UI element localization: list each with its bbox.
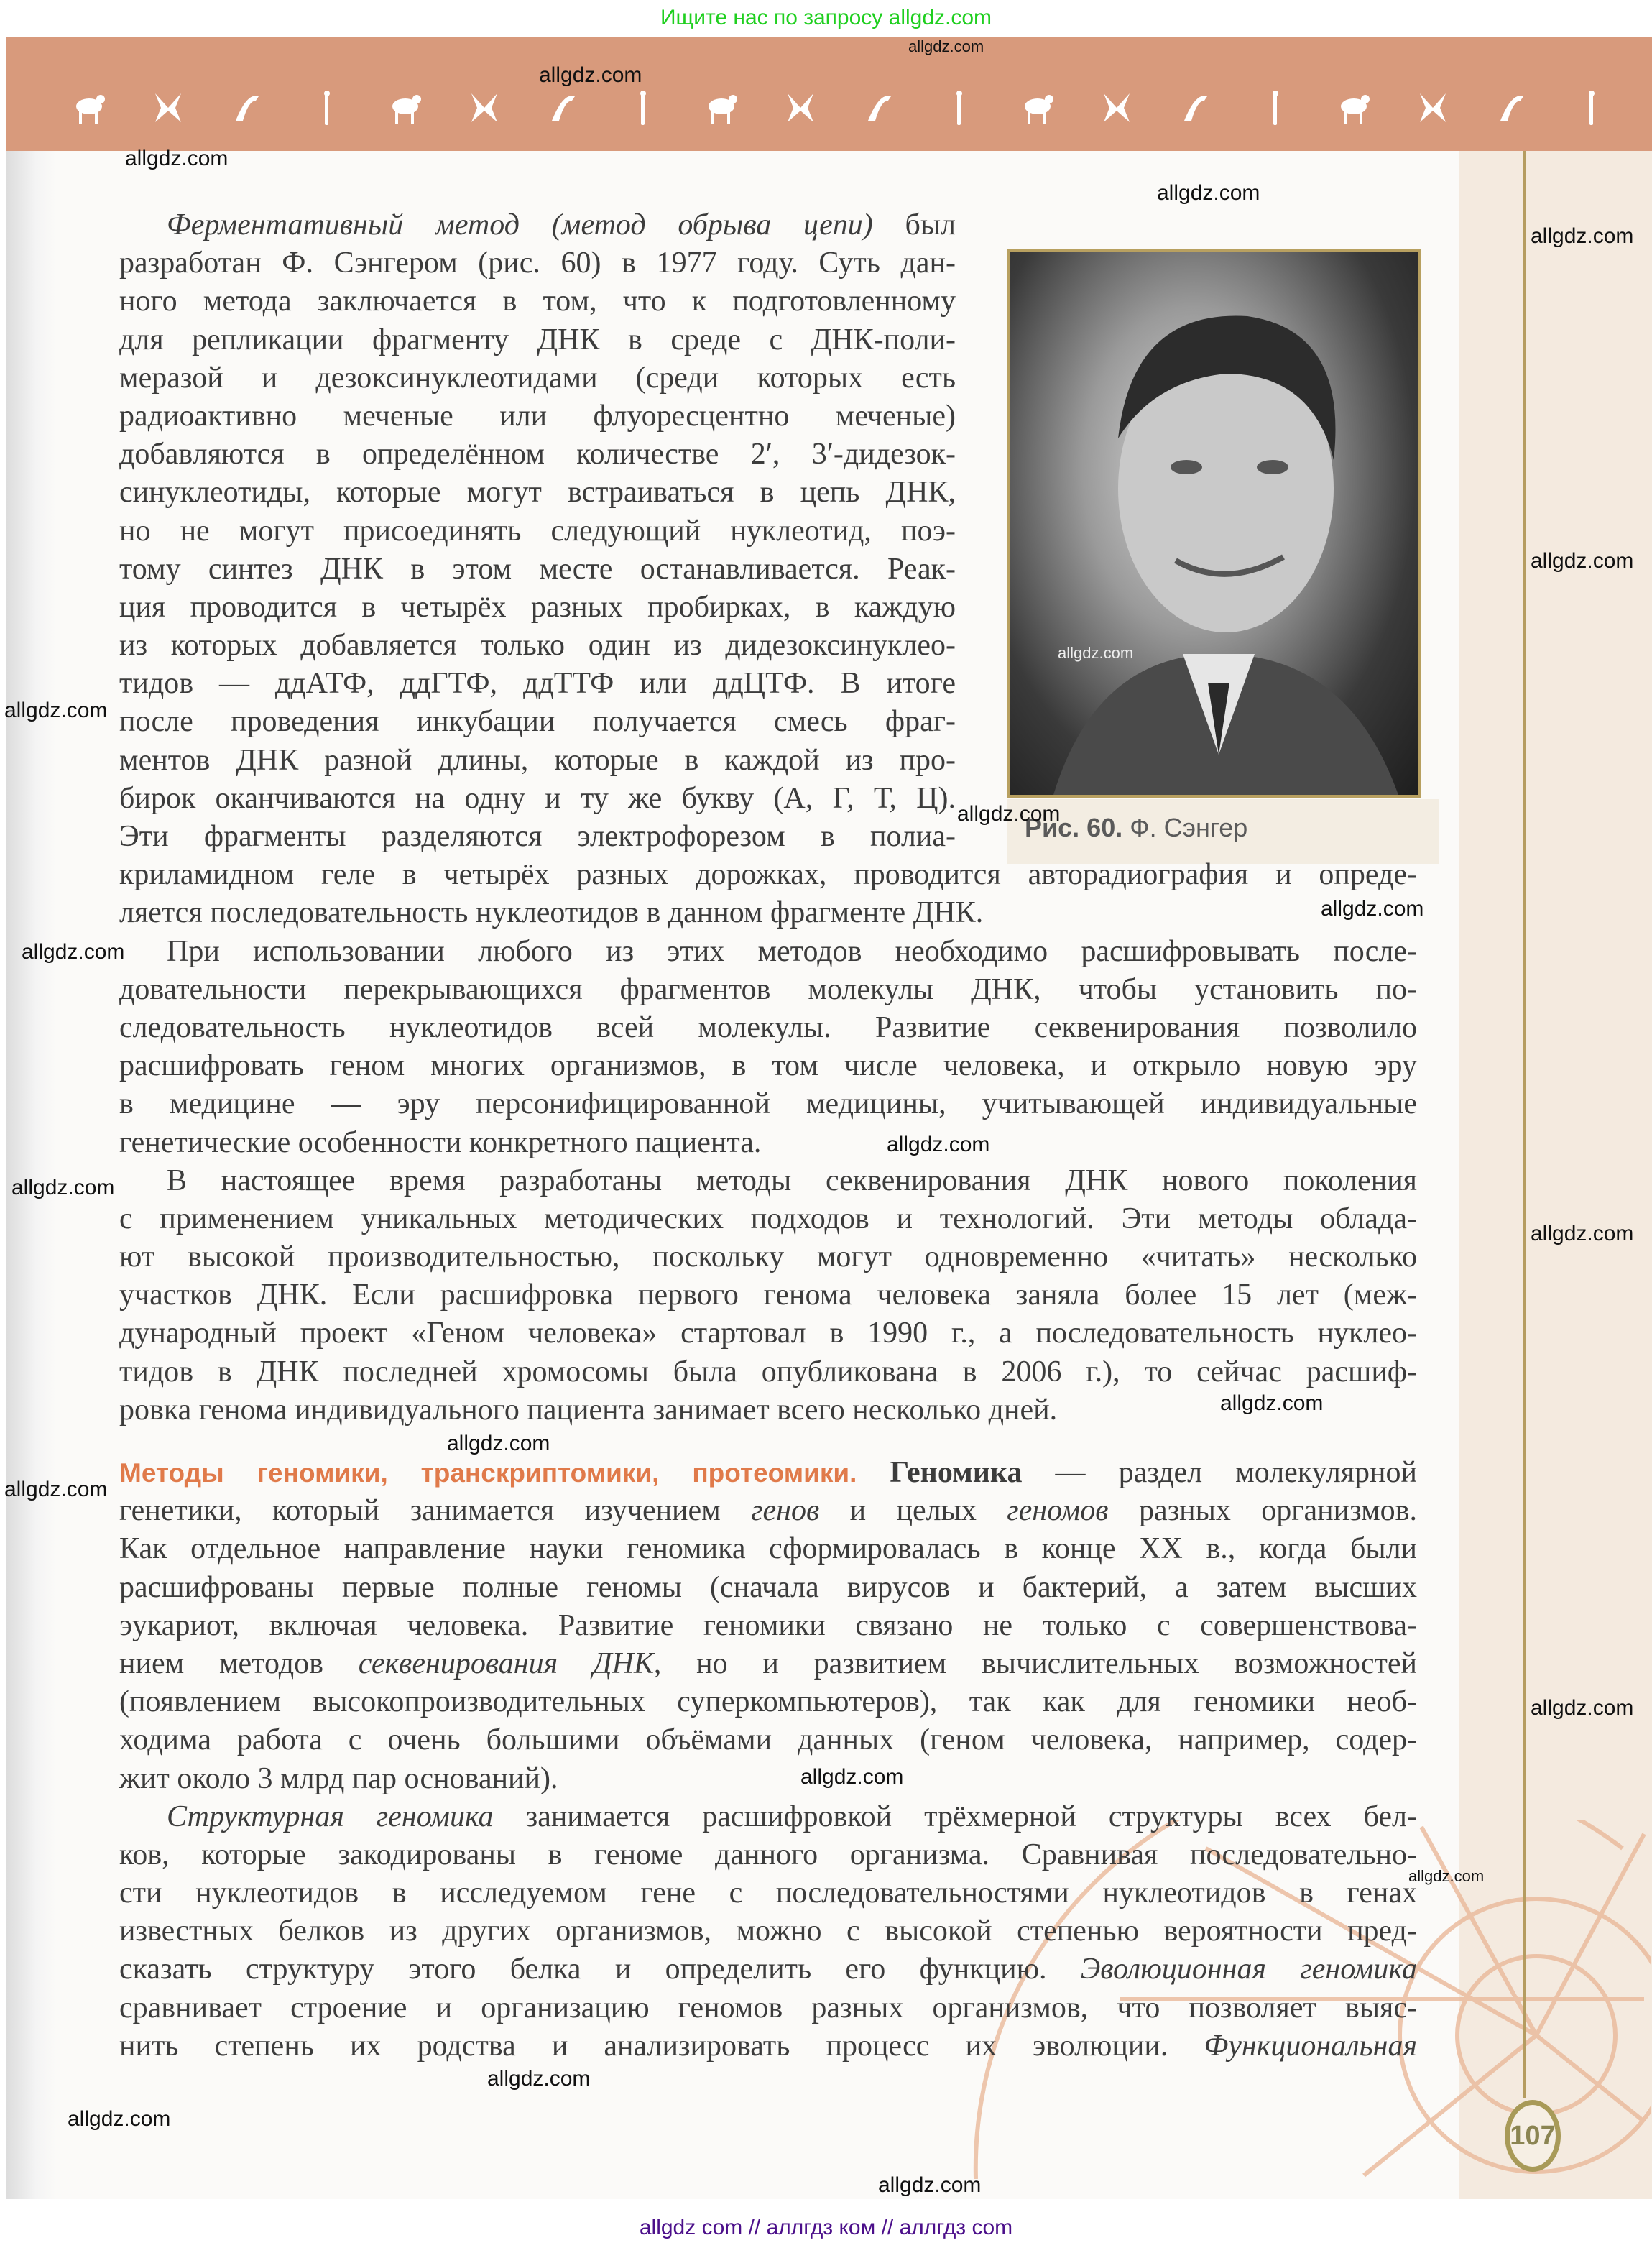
italic-term: Структурная геномика (167, 1800, 494, 1833)
text-line (119, 780, 956, 818)
animal-silhouette-icon (466, 89, 503, 126)
text-span: расшифрованы первые полные геномы (сначала вирусов и бактерий, а затем высших (119, 1570, 1417, 1604)
animal-silhouette-icon (1256, 89, 1293, 126)
text-line (119, 1124, 1417, 1162)
text-span: тидов — ддАТФ, ддГТФ, ддТТФ или ддЦТФ. В итоге (119, 667, 956, 701)
text-line (119, 1009, 1417, 1047)
text-line (119, 1085, 1417, 1123)
text-span: ция проводится в четырёх разных пробирках, в каждую (119, 590, 956, 624)
text-line (119, 1200, 1417, 1238)
text-span: занимается расшифровкой трёхмерной структуры всех бел- (493, 1800, 1417, 1833)
text-span: участков ДНК. Если расшифровка первого генома человека заняла более 15 лет (меж- (119, 1278, 1417, 1312)
text-line (119, 971, 1417, 1009)
watermark: allgdz.com (1531, 1696, 1634, 1720)
watermark: allgdz.com (1058, 644, 1134, 662)
italic-term: Ферментативный метод (метод обрыва цепи) (167, 208, 873, 241)
text-line (119, 282, 956, 321)
text-span: эукариот, включая человека. Развитие геномики связано не только с совершенствова- (119, 1608, 1417, 1642)
text-line (119, 1798, 1417, 1836)
text-span: меразой и дезоксинуклеотидами (среди которых есть (119, 361, 956, 395)
watermark: allgdz.com (1220, 1391, 1324, 1415)
text-line (119, 1569, 1417, 1607)
text-line (119, 1530, 1417, 1568)
text-span: нием методов (119, 1646, 359, 1680)
text-span: тидов в ДНК последней хромосомы была опубликована в 2006 г.), то сейчас расшиф- (119, 1355, 1417, 1388)
animal-silhouettes-row (70, 89, 1610, 126)
text-span: разработан Ф. Сэнгером (рис. 60) в 1977 году. Суть дан- (119, 247, 956, 280)
text-line (119, 627, 956, 665)
animal-silhouette-icon (308, 89, 345, 126)
italic-term: генов (751, 1494, 820, 1528)
watermark: allgdz.com (1531, 224, 1634, 248)
text-span (857, 1456, 890, 1489)
text-line (119, 1162, 1417, 1200)
watermark: allgdz.com (908, 37, 984, 55)
italic-term: Функциональная (1204, 2029, 1417, 2063)
text-line (119, 436, 956, 474)
text-line (119, 1645, 1417, 1683)
text-span: бирок оканчиваются на одну и ту же букву (А, Г, Т, Ц). (119, 781, 956, 815)
text-span: из которых добавляется только один из дидезоксинуклео- (119, 629, 956, 663)
text-span: расшифровать геном многих организмов, в том числе человека, и открыло новую эру (119, 1049, 1417, 1083)
watermark: allgdz.com (957, 802, 1061, 826)
text-span: довательности перекрывающихся фрагментов молекулы ДНК, чтобы установить по- (119, 972, 1417, 1006)
text-span: разных организмов. (1108, 1494, 1417, 1528)
text-span: При использовании любого из этих методов необходимо расшифровывать после- (167, 934, 1417, 968)
page-binding-shadow (6, 37, 56, 2199)
text-span: генетики, который занимается изучением (119, 1494, 752, 1528)
animal-silhouette-icon (545, 89, 582, 126)
text-line (119, 818, 956, 856)
text-span: дународный проект «Геном человека» стартовал в 1990 г., а последовательность нуклео- (119, 1317, 1417, 1350)
watermark: allgdz.com (878, 2173, 982, 2197)
text-line (119, 703, 956, 741)
text-span: (появлением высокопроизводительных суперкомпьютеров), так как для геномики необ- (119, 1685, 1417, 1719)
watermark: allgdz.com (4, 699, 108, 722)
text-span: — раздел молекулярной (1022, 1456, 1417, 1489)
animal-silhouette-icon (149, 89, 187, 126)
text-span: сти нуклеотидов в исследуемом гене с последовательностями нуклеотидов в генах (119, 1876, 1417, 1910)
text-line (119, 1314, 1417, 1353)
text-span: Эти фрагменты разделяются электрофорезом в полиа- (119, 820, 956, 853)
watermark: allgdz.com (68, 2107, 171, 2131)
section-heading: Методы геномики, транскриптомики, протеомики. (119, 1458, 857, 1488)
text-line (119, 244, 956, 282)
text-span: с применением уникальных методических подходов и технологий. Эти методы облада- (119, 1202, 1417, 1235)
animal-silhouette-icon (1335, 89, 1372, 126)
text-line (119, 1912, 1417, 1950)
section-gap (119, 1429, 1417, 1454)
watermark: allgdz.com (1321, 897, 1424, 921)
header-band (6, 37, 1652, 151)
text-line (119, 894, 1417, 932)
animal-silhouette-icon (624, 89, 661, 126)
watermark: allgdz.com (800, 1765, 904, 1789)
animal-silhouette-icon (861, 89, 898, 126)
text-span: добавляются в определённом количестве 2′, 3′-дидезок- (119, 438, 956, 471)
text-line (119, 512, 956, 550)
text-line (119, 2027, 1417, 2065)
text-span: жит около 3 млрд пар оснований). (119, 1761, 558, 1795)
watermark: allgdz.com (11, 1176, 115, 1199)
animal-silhouette-icon (703, 89, 740, 126)
watermark: allgdz.com (125, 147, 229, 170)
text-line (119, 1276, 1417, 1314)
text-span: , но и развитием вычислительных возможностей (653, 1646, 1417, 1680)
text-span: синуклеотиды, которые могут встраиваться в цепь ДНК, (119, 476, 956, 510)
text-span: ровка генома индивидуального пациента занимает всего несколько дней. (119, 1393, 1058, 1427)
animal-silhouette-icon (387, 89, 424, 126)
text-line (119, 1874, 1417, 1912)
text-span: был (872, 208, 956, 241)
text-line (119, 1721, 1417, 1759)
text-line (119, 1950, 1417, 1989)
text-span: ментов ДНК разной длины, которые в каждой из про- (119, 743, 956, 777)
text-line (119, 1836, 1417, 1874)
bold-term: Геномика (890, 1456, 1023, 1489)
text-span: радиоактивно меченые или флуоресцентно меченые) (119, 399, 956, 433)
text-span: ков, которые закодированы в геноме данного организма. Сравнивая последовательно- (119, 1838, 1417, 1871)
text-span: Как отдельное направление науки геномика сформировалась в конце XX в., когда были (119, 1532, 1417, 1566)
margin-rule (1523, 151, 1526, 2098)
watermark: allgdz.com (22, 940, 125, 964)
italic-term: геномов (1007, 1494, 1109, 1528)
animal-silhouette-icon (1019, 89, 1056, 126)
text-line (119, 1238, 1417, 1276)
text-span: тому синтез ДНК в этом месте останавливается. Реак- (119, 552, 956, 586)
text-line (119, 1492, 1417, 1530)
text-line (119, 206, 956, 244)
text-span: ходима работа с очень большими объёмами данных (геном человека, например, содер- (119, 1723, 1417, 1757)
text-span: генетические особенности конкретного пациента. (119, 1125, 762, 1159)
text-line (119, 933, 1417, 971)
italic-term: секвенирования ДНК (358, 1646, 654, 1680)
text-line (119, 550, 956, 589)
text-span: ют высокой производительностью, поскольку могут одновременно «читать» несколько (119, 1240, 1417, 1274)
text-line (119, 1353, 1417, 1391)
text-line (119, 397, 956, 436)
text-line (119, 665, 956, 703)
text-span: и целых (819, 1494, 1007, 1528)
bottom-banner: allgdz com // аллгдз ком // аллгдз com (639, 2216, 1013, 2239)
watermark: allgdz.com (1408, 1867, 1485, 1885)
text-line (119, 1047, 1417, 1085)
text-span: известных белков из других организмов, можно с высокой степенью вероятности пред- (119, 1915, 1417, 1948)
page-number: 107 (1505, 2100, 1561, 2172)
text-line (119, 474, 956, 512)
text-line (119, 589, 956, 627)
text-line (119, 1607, 1417, 1645)
text-line (119, 1989, 1417, 2027)
text-span: следовательность нуклеотидов всей молекулы. Развитие секвенирования позволило (119, 1010, 1417, 1044)
text-span: криламидном геле в четырёх разных дорожках, проводится авторадиография и опреде- (119, 858, 1417, 892)
text-span: сказать структуру этого белка и определить его функцию. (119, 1953, 1081, 1986)
watermark: allgdz.com (1531, 549, 1634, 573)
text-line (119, 742, 956, 780)
animal-silhouette-icon (1572, 89, 1610, 126)
watermark: allgdz.com (487, 2067, 591, 2091)
animal-silhouette-icon (940, 89, 977, 126)
watermark: allgdz.com (4, 1478, 108, 1501)
watermark: allgdz.com (1157, 181, 1260, 205)
text-line (119, 359, 956, 397)
watermark: allgdz.com (447, 1432, 550, 1455)
animal-silhouette-icon (1414, 89, 1452, 126)
text-line (119, 321, 956, 359)
body-text (119, 206, 1417, 2065)
animal-silhouette-icon (782, 89, 819, 126)
text-line (119, 1454, 1417, 1492)
text-span: сравнивает строение и организацию геномов разных организмов, что позволяет выяс- (119, 1991, 1417, 2024)
animal-silhouette-icon (1177, 89, 1214, 126)
top-search-banner: Ищите нас по запросу allgdz.com (660, 6, 992, 29)
text-span: для репликации фрагменту ДНК в среде с ДНК-поли- (119, 323, 956, 356)
animal-silhouette-icon (70, 89, 108, 126)
animal-silhouette-icon (1098, 89, 1135, 126)
text-span: в медицине — эру персонифицированной медицины, учитывающей индивидуальные (119, 1087, 1417, 1121)
watermark: allgdz.com (887, 1133, 990, 1156)
text-span: нить степень их родства и анализировать процесс их эволюции. (119, 2029, 1204, 2063)
watermark: allgdz.com (1531, 1222, 1634, 1245)
text-span: ного метода заключается в том, что к подготовленному (119, 285, 956, 318)
figure-caption-text: Ф. Сэнгер (1130, 813, 1248, 842)
text-span: В настоящее время разработаны методы секвенирования ДНК нового поколения (167, 1164, 1417, 1197)
text-span: но не могут присоединять следующий нуклеотид, поэ- (119, 514, 956, 548)
text-line (119, 1760, 1417, 1798)
animal-silhouette-icon (1493, 89, 1531, 126)
text-span: ляется последовательность нуклеотидов в данном фрагменте ДНК. (119, 896, 984, 930)
figure-label: Рис. 60. (1025, 813, 1123, 842)
text-line (119, 856, 1417, 894)
animal-silhouette-icon (229, 89, 266, 126)
watermark: allgdz.com (539, 63, 642, 87)
text-line (119, 1683, 1417, 1721)
italic-term: Эволюционная геномика (1080, 1953, 1417, 1986)
text-span: после проведения инкубации получается смесь фраг- (119, 705, 956, 739)
